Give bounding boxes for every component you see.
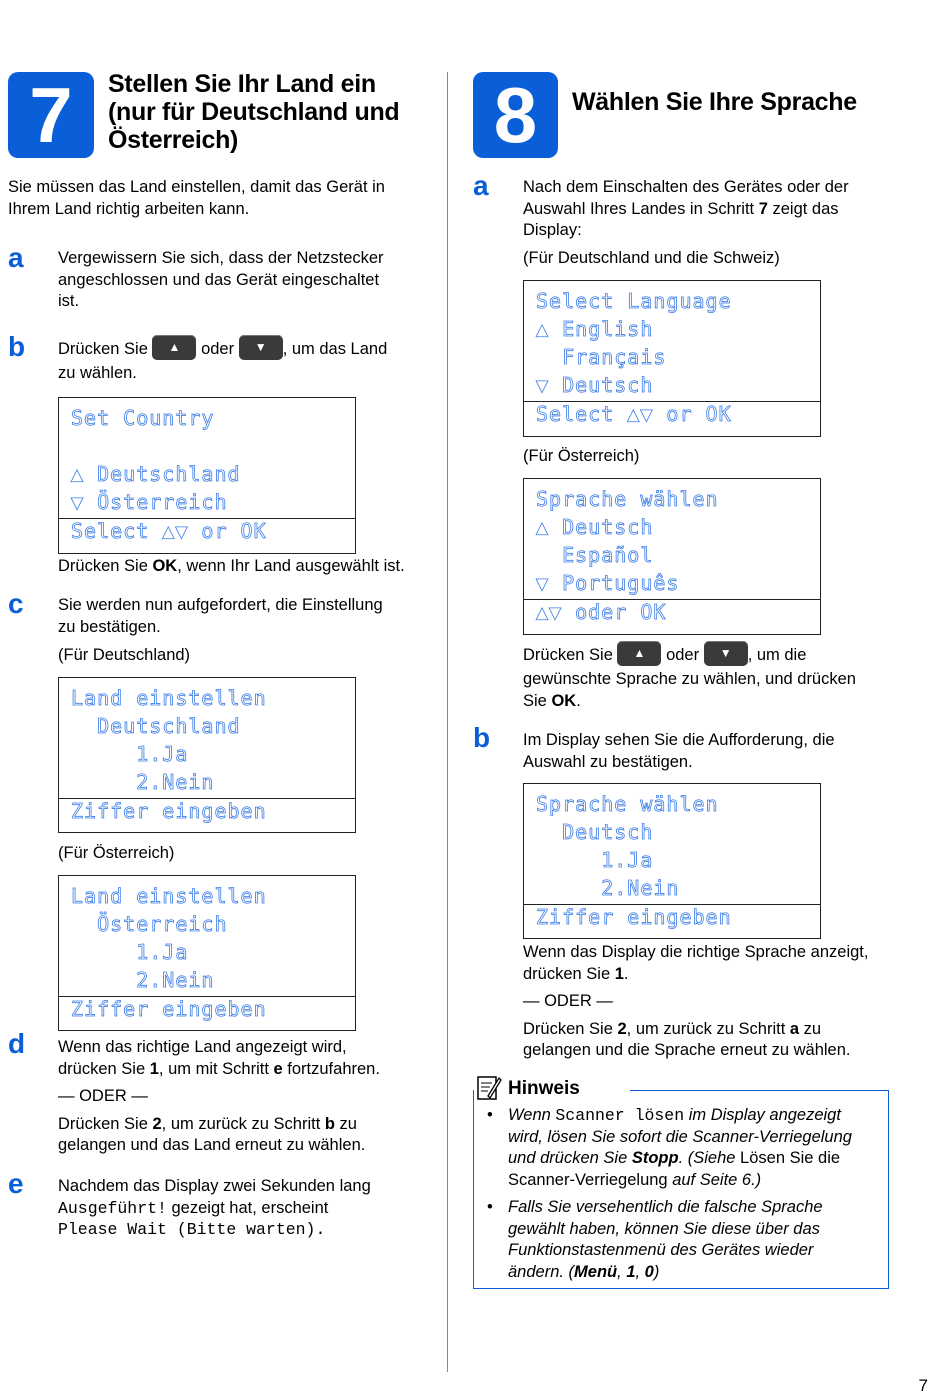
lcd-line: Set Country <box>71 406 215 430</box>
down-arrow-icon: ▼ <box>254 340 267 355</box>
text-line <box>523 964 868 986</box>
substep-e-text <box>58 1176 371 1241</box>
lcd-line: 2.Nein <box>71 968 215 992</box>
text-line: wird, lösen Sie sofort die Scanner-Verriegelung <box>508 1127 852 1146</box>
text-line: ist. <box>58 292 80 310</box>
text-line: zu wählen. <box>58 364 137 382</box>
text: gezeigt hat, erscheint <box>166 1198 329 1217</box>
substep-letter-d: d <box>8 1028 26 1059</box>
link-text: Lösen Sie die <box>740 1149 841 1167</box>
text: . <box>623 964 629 983</box>
text-line: Wenn das richtige Land angezeigt wird, <box>58 1038 347 1056</box>
text-line: zu bestätigen. <box>58 617 161 636</box>
text-line <box>58 1059 380 1081</box>
text: . (Siehe <box>678 1149 741 1167</box>
text-line: Falls Sie versehentlich die falsche Sprache <box>508 1198 823 1216</box>
lcd-line: Sprache wählen <box>536 487 719 511</box>
step-7-badge <box>8 72 94 158</box>
lcd-line: Ziffer eingeben <box>71 799 267 823</box>
text-line: gelangen und das Land erneut zu wählen. <box>58 1136 366 1154</box>
mono-text: Please Wait (Bitte warten). <box>58 1220 326 1239</box>
lcd-sprache-waehlen <box>523 478 821 635</box>
page-number: 7 <box>918 1376 928 1395</box>
lcd-line: 2.Nein <box>536 876 680 900</box>
step-7-intro <box>8 177 385 220</box>
text-line: Nachdem das Display zwei Sekunden lang <box>58 1177 371 1195</box>
text-line: — ODER — <box>523 992 613 1010</box>
note-item-2 <box>508 1197 823 1283</box>
lcd-sprache-bestaetigen <box>523 783 821 939</box>
title-line: (nur für Deutschland und <box>108 98 400 126</box>
lcd-land-einstellen-de <box>58 677 356 833</box>
text: drücken Sie <box>523 964 615 983</box>
substep-b-text <box>523 730 835 773</box>
text: Drücken Sie <box>523 1019 618 1038</box>
text: , wenn Ihr Land ausgewählt ist. <box>177 557 405 575</box>
text: und drücken Sie <box>508 1149 632 1167</box>
lcd-line: Español <box>536 543 654 567</box>
text-line: Wenn das Display die richtige Sprache anzeigt, <box>523 943 869 961</box>
text-line <box>523 691 856 713</box>
substep-letter-b: b <box>8 331 26 362</box>
text: auf Seite 6.) <box>667 1170 762 1189</box>
lcd-line: Français <box>536 345 667 369</box>
lcd-line: Land einstellen <box>71 686 267 710</box>
substep-d-text <box>58 1037 380 1157</box>
lcd-line: ▼ Deutsch <box>536 373 654 397</box>
text-bold: OK <box>152 557 178 575</box>
text: drücken Sie <box>58 1059 150 1078</box>
step-number: 8 <box>493 70 538 159</box>
substep-b-after <box>523 942 868 1062</box>
lcd-line: Select Language <box>536 289 732 313</box>
text-bold: 2 <box>152 1114 162 1133</box>
text-line: — ODER — <box>58 1087 148 1105</box>
text: , <box>635 1262 645 1281</box>
mono-text: Ausgeführt! <box>58 1198 167 1218</box>
lcd-line: ▼ Português <box>536 571 680 595</box>
lcd-land-einstellen-at <box>58 875 356 1031</box>
text-bold: 2 <box>617 1019 627 1038</box>
title-line: Österreich) <box>108 126 239 154</box>
text: Auswahl Ihres Landes in Schritt <box>523 199 759 218</box>
label-oesterreich: (Für Österreich) <box>58 844 175 862</box>
text-bold: 1 <box>149 1059 159 1078</box>
lcd-line: Ziffer eingeben <box>536 905 732 929</box>
lcd-line: 2.Nein <box>71 770 215 794</box>
text-bold: 0 <box>644 1262 654 1281</box>
text: , um zurück zu Schritt <box>626 1019 790 1038</box>
label-deutschland: (Für Deutschland) <box>58 646 191 664</box>
text: oder <box>201 340 235 358</box>
note-title: Hinweis <box>508 1078 580 1099</box>
lcd-line: 1.Ja <box>71 742 189 766</box>
substep-b-after <box>58 556 405 578</box>
lcd-line: ▲ Deutsch <box>536 515 654 539</box>
note-pencil-icon <box>476 1074 502 1102</box>
text: ändern. ( <box>508 1262 575 1281</box>
text: , <box>617 1262 627 1281</box>
mono-text: Scanner lösen <box>555 1106 685 1125</box>
text: zu <box>799 1019 822 1038</box>
substep-a-press <box>523 641 856 712</box>
text-line: Vergewissern Sie sich, dass der Netzstecker <box>58 249 384 267</box>
text: fortzufahren. <box>282 1059 380 1078</box>
text: zeigt das <box>767 199 839 218</box>
substep-letter-a: a <box>473 170 489 201</box>
text-line: Auswahl zu bestätigen. <box>523 752 693 771</box>
step-7-title <box>108 70 399 154</box>
text-line: Display: <box>523 221 582 239</box>
text-bold: e <box>273 1059 283 1078</box>
substep-a-text <box>58 248 384 313</box>
substep-letter-e: e <box>8 1168 24 1199</box>
text: Drücken Sie <box>58 340 148 358</box>
text: , um die <box>747 646 807 664</box>
lcd-line: 1.Ja <box>536 848 654 872</box>
text-bold: Stopp <box>631 1149 679 1167</box>
text-line: Sie werden nun aufgefordert, die Einstellung <box>58 596 383 614</box>
lcd-line: 1.Ja <box>71 940 189 964</box>
text-bold: Menü <box>574 1262 618 1281</box>
lcd-line: Sprache wählen <box>536 792 719 816</box>
text-line: Ihrem Land richtig arbeiten kann. <box>8 199 250 218</box>
lcd-set-country <box>58 397 356 554</box>
column-divider <box>447 72 448 1372</box>
bullet: • <box>487 1198 493 1216</box>
text-line <box>58 1114 380 1136</box>
text: ) <box>653 1262 660 1281</box>
link-text: Scanner-Verriegelung <box>508 1170 668 1189</box>
text-line: gewünschte Sprache zu wählen, und drücken <box>523 670 856 688</box>
text-bold: 1 <box>614 964 624 983</box>
step-number: 7 <box>29 70 73 159</box>
text-line: gewählt haben, können Sie diese über das <box>508 1219 820 1238</box>
lcd-line: Ziffer eingeben <box>71 997 267 1021</box>
up-arrow-icon: ▲ <box>168 340 181 355</box>
down-arrow-button[interactable] <box>239 335 283 360</box>
text: , um zurück zu Schritt <box>161 1114 325 1133</box>
text-line: angeschlossen und das Gerät eingeschaltet <box>58 270 380 289</box>
note-item-1 <box>508 1105 852 1191</box>
text-bold: b <box>324 1114 335 1133</box>
text: im Display angezeigt <box>684 1106 841 1124</box>
label-de-ch: (Für Deutschland und die Schweiz) <box>523 249 780 267</box>
text-line: Sie müssen das Land einstellen, damit das Gerät in <box>8 178 385 196</box>
substep-letter-c: c <box>8 588 24 619</box>
text-line: Nach dem Einschalten des Gerätes oder der <box>523 178 849 196</box>
substep-letter-b: b <box>473 722 491 753</box>
lcd-line: Land einstellen <box>71 884 267 908</box>
text: Wenn <box>508 1106 556 1124</box>
text: . <box>576 691 581 710</box>
lcd-line: Deutschland <box>71 714 241 738</box>
text-line <box>58 1198 371 1220</box>
title-line: Stellen Sie Ihr Land ein <box>108 70 376 98</box>
text-bold: 7 <box>758 199 768 218</box>
lcd-line: Select ▲▼ or OK <box>71 519 267 543</box>
text: Drücken Sie <box>58 557 153 575</box>
lcd-line: ▲ English <box>536 317 654 341</box>
label-oesterreich: (Für Österreich) <box>523 447 640 465</box>
text-line: gelangen und die Sprache erneut zu wählen. <box>523 1041 851 1059</box>
text: , um mit Schritt <box>158 1059 274 1078</box>
lcd-line: Select ▲▼ or OK <box>536 402 732 426</box>
substep-letter-a: a <box>8 242 24 273</box>
step-8-badge <box>473 72 558 158</box>
text-line: Im Display sehen Sie die Aufforderung, die <box>523 731 835 749</box>
down-arrow-icon: ▼ <box>719 646 732 661</box>
substep-c-text <box>58 595 383 638</box>
step-8-title: Wählen Sie Ihre Sprache <box>572 88 857 116</box>
lcd-line: ▼ Österreich <box>71 490 228 514</box>
text-bold: OK <box>551 691 577 710</box>
lcd-line: Deutsch <box>536 820 654 844</box>
substep-b-text <box>58 336 387 383</box>
text: Drücken Sie <box>58 1114 153 1133</box>
lcd-select-language <box>523 280 821 437</box>
text: oder <box>666 646 700 664</box>
text: zu <box>334 1114 357 1133</box>
text: , um das Land <box>282 340 388 358</box>
lcd-line: ▲ Deutschland <box>71 462 241 486</box>
lcd-line: Österreich <box>71 912 228 936</box>
bullet: • <box>487 1106 493 1124</box>
text-line <box>523 1019 868 1041</box>
substep-a-text <box>523 177 849 242</box>
text: Sie <box>523 691 552 710</box>
text-line <box>523 199 849 221</box>
text-bold: 1 <box>626 1262 636 1281</box>
up-arrow-icon: ▲ <box>633 646 646 661</box>
text: Drücken Sie <box>523 646 613 664</box>
lcd-line: ▲▼ oder OK <box>536 600 667 624</box>
text-line: Funktionstastenmenü des Gerätes wieder <box>508 1241 814 1259</box>
down-arrow-button[interactable] <box>704 641 748 666</box>
up-arrow-button[interactable] <box>152 335 196 360</box>
text-bold: a <box>789 1019 800 1038</box>
up-arrow-button[interactable] <box>617 641 661 666</box>
